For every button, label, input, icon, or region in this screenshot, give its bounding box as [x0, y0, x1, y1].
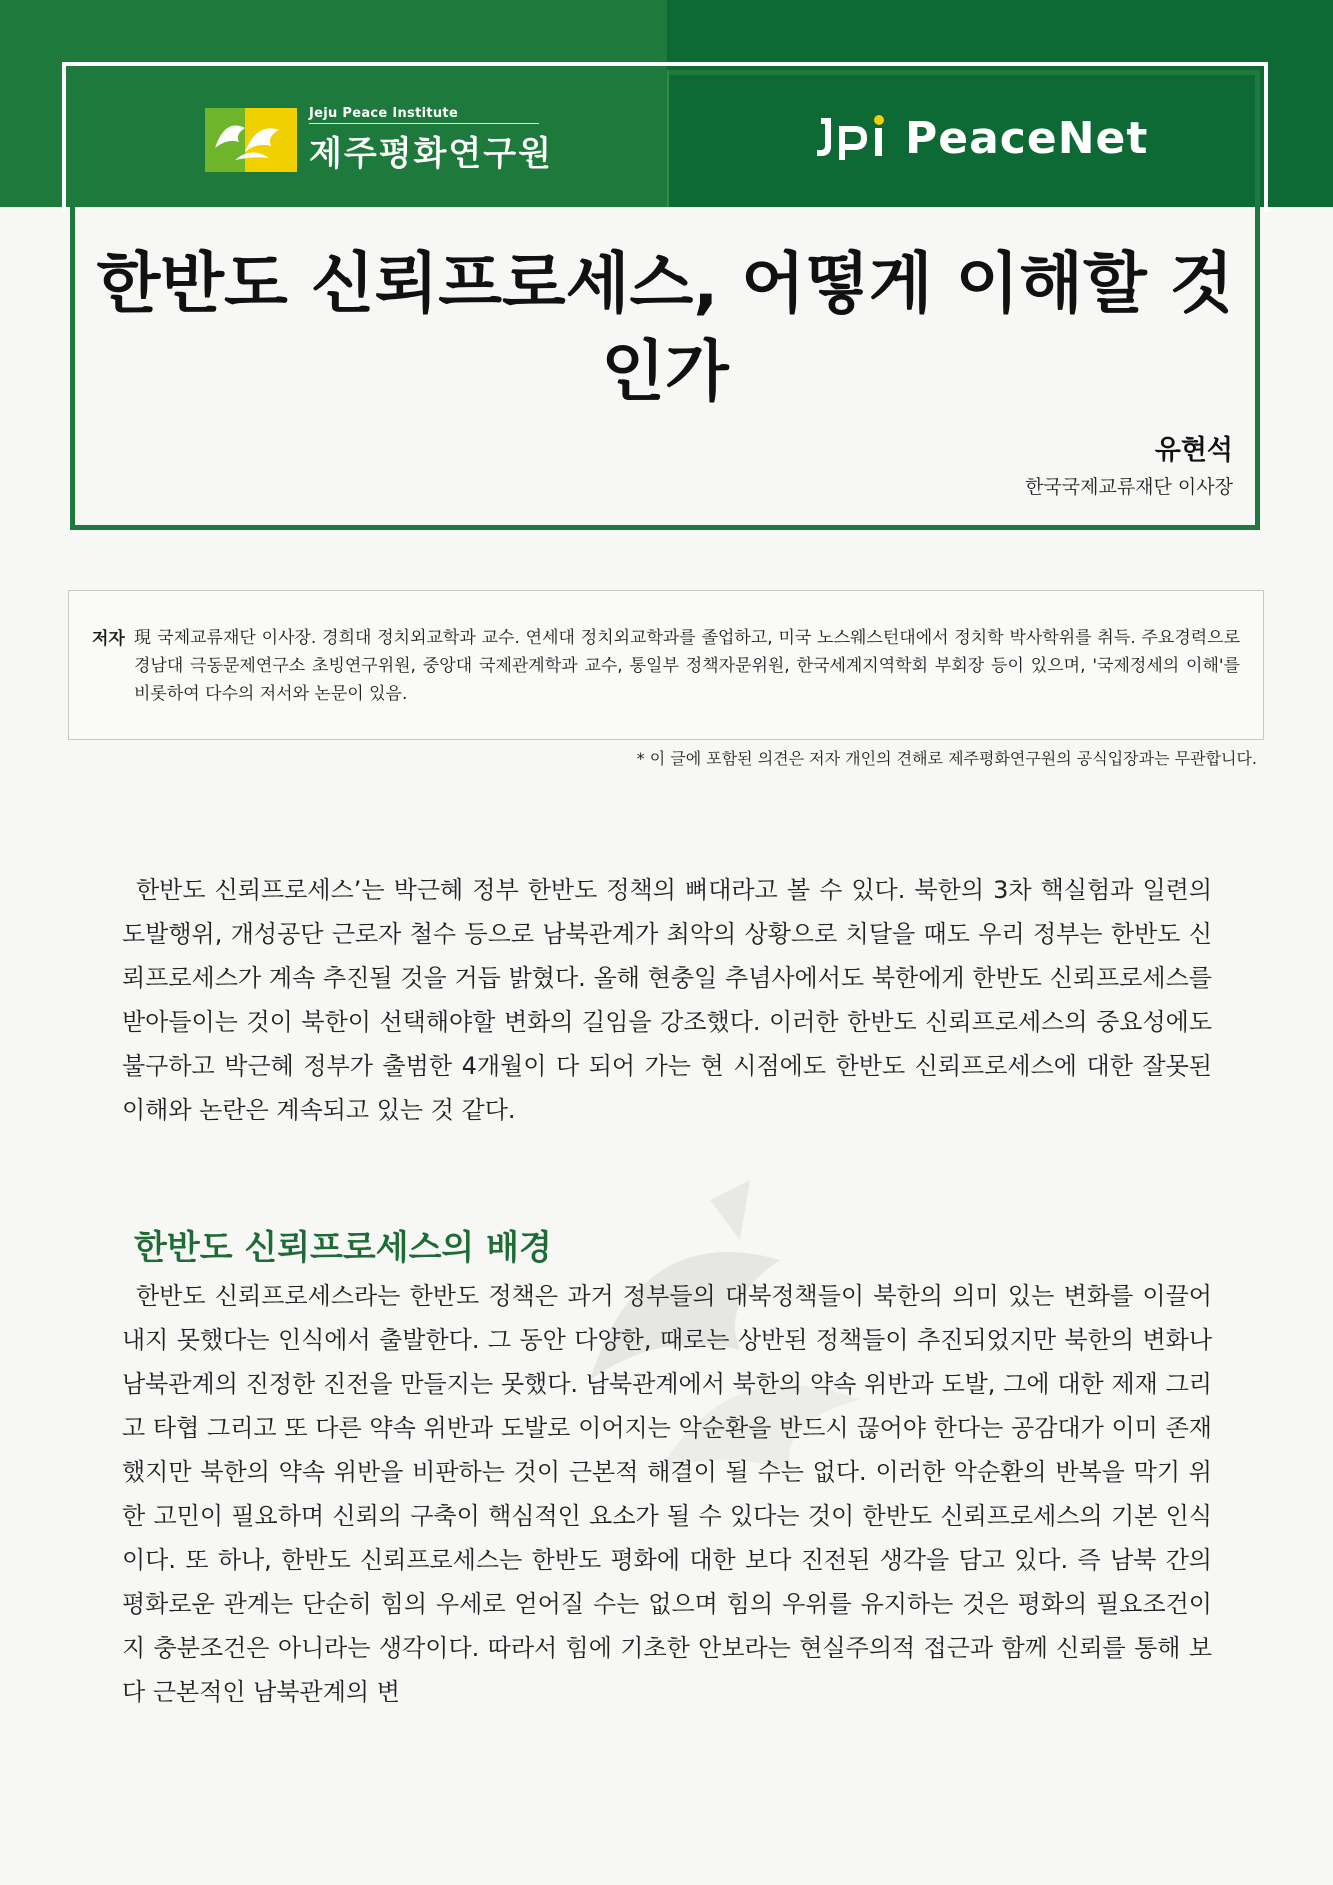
jpi-logo-icon — [815, 112, 895, 164]
logo-korean-name: 제주평화연구원 — [309, 133, 553, 174]
peacenet-logo[interactable] — [815, 112, 1148, 164]
bio-body: 국제교류재단 이사장. 경희대 정치외교학과 교수. 연세대 정치외교학과를 졸업하고, 미국 노스웨스턴대에서 정치학 박사학위를 취득. 주요경력으로 경남대 극동문제연구소 초빙연구위원, 중앙대 국제관계학과 교수, 통일부 정책자문위원, 한국세계지역학회 부회장 등이 있으며, '국제정세의 이해'를 비롯하여 다수의 저서와 논문이 있음. — [134, 628, 1241, 704]
jeju-peace-institute-logo[interactable] — [205, 105, 553, 174]
author-bio-label: 저자 — [92, 629, 125, 649]
document-title: 한반도 신뢰프로세스, 어떻게 이해할 것인가 — [96, 245, 1234, 410]
disclaimer-note: * 이 글에 포함된 의견은 저자 개인의 견해로 제주평화연구원의 공식입장과는 무관합니다. — [636, 749, 1257, 768]
logo-english-name: Jeju Peace Institute — [309, 106, 539, 124]
author-organization: 한국국제교류재단 이사장 — [1025, 476, 1233, 498]
dove-logo-icon — [205, 108, 297, 172]
header-divider — [667, 70, 669, 207]
bio-hanja: 現 — [134, 628, 152, 648]
body-paragraph-2: 한반도 신뢰프로세스라는 한반도 정책은 과거 정부들의 대북정책들이 북한의 의미 있는 변화를 이끌어내지 못했다는 인식에서 출발한다. 그 동안 다양한, 때로는 상반된 정책들이 추진되었지만 북한의 변화나 남북관계의 진정한 진전을 만들지는 못했다. 남북관계에서 북한의 약속 위반과 도발, 그에 대한 제재 그리고 타협 그리고 또 다른 약속 위반과 도발로 이어지는 악순환을 반드시 끊어야 한다는 공감대가 이미 존재했지만 북한의 약속 위반을 비판하는 것이 근본적 해결이 될 수는 없다. 이러한 악순환의 반복을 막기 위한 고민이 필요하며 신뢰의 구축이 핵심적인 요소가 될 수 있다는 것이 한반도 신뢰프로세스의 기본 인식이다. 또 하나, 한반도 신뢰프로세스는 한반도 평화에 대한 보다 진전된 생각을 담고 있다. 즉 남북 간의 평화로운 관계는 단순히 힘의 우세로 얻어질 수는 없으며 힘의 우위를 유지하는 것은 평화의 필요조건이지 충분조건은 아니라는 생각이다. 따라서 힘에 기초한 안보라는 현실주의적 접근과 함께 신뢰를 통해 보다 근본적인 남북관계의 변 — [122, 1282, 1212, 1706]
peacenet-wordmark: PeaceNet — [905, 112, 1149, 164]
section-heading: 한반도 신뢰프로세스의 배경 — [134, 1228, 552, 1268]
author-bio-text — [134, 624, 1240, 708]
author-name: 유현석 — [1154, 435, 1233, 466]
body-paragraph-1: 한반도 신뢰프로세스’는 박근혜 정부 한반도 정책의 뼈대라고 볼 수 있다. 북한의 3차 핵실험과 일련의 도발행위, 개성공단 근로자 철수 등으로 남북관계가 최악의 상황으로 치달을 때도 우리 정부는 한반도 신뢰프로세스가 계속 추진될 것을 거듭 밝혔다. 올해 현충일 추념사에서도 북한에게 한반도 신뢰프로세스를 받아들이는 것이 북한이 선택해야할 변화의 길임을 강조했다. 이러한 한반도 신뢰프로세스의 중요성에도 불구하고 박근혜 정부가 출범한 4개월이 다 되어 가는 현 시점에도 한반도 신뢰프로세스에 대한 잘못된 이해와 논란은 계속되고 있는 것 같다. — [122, 876, 1212, 1124]
